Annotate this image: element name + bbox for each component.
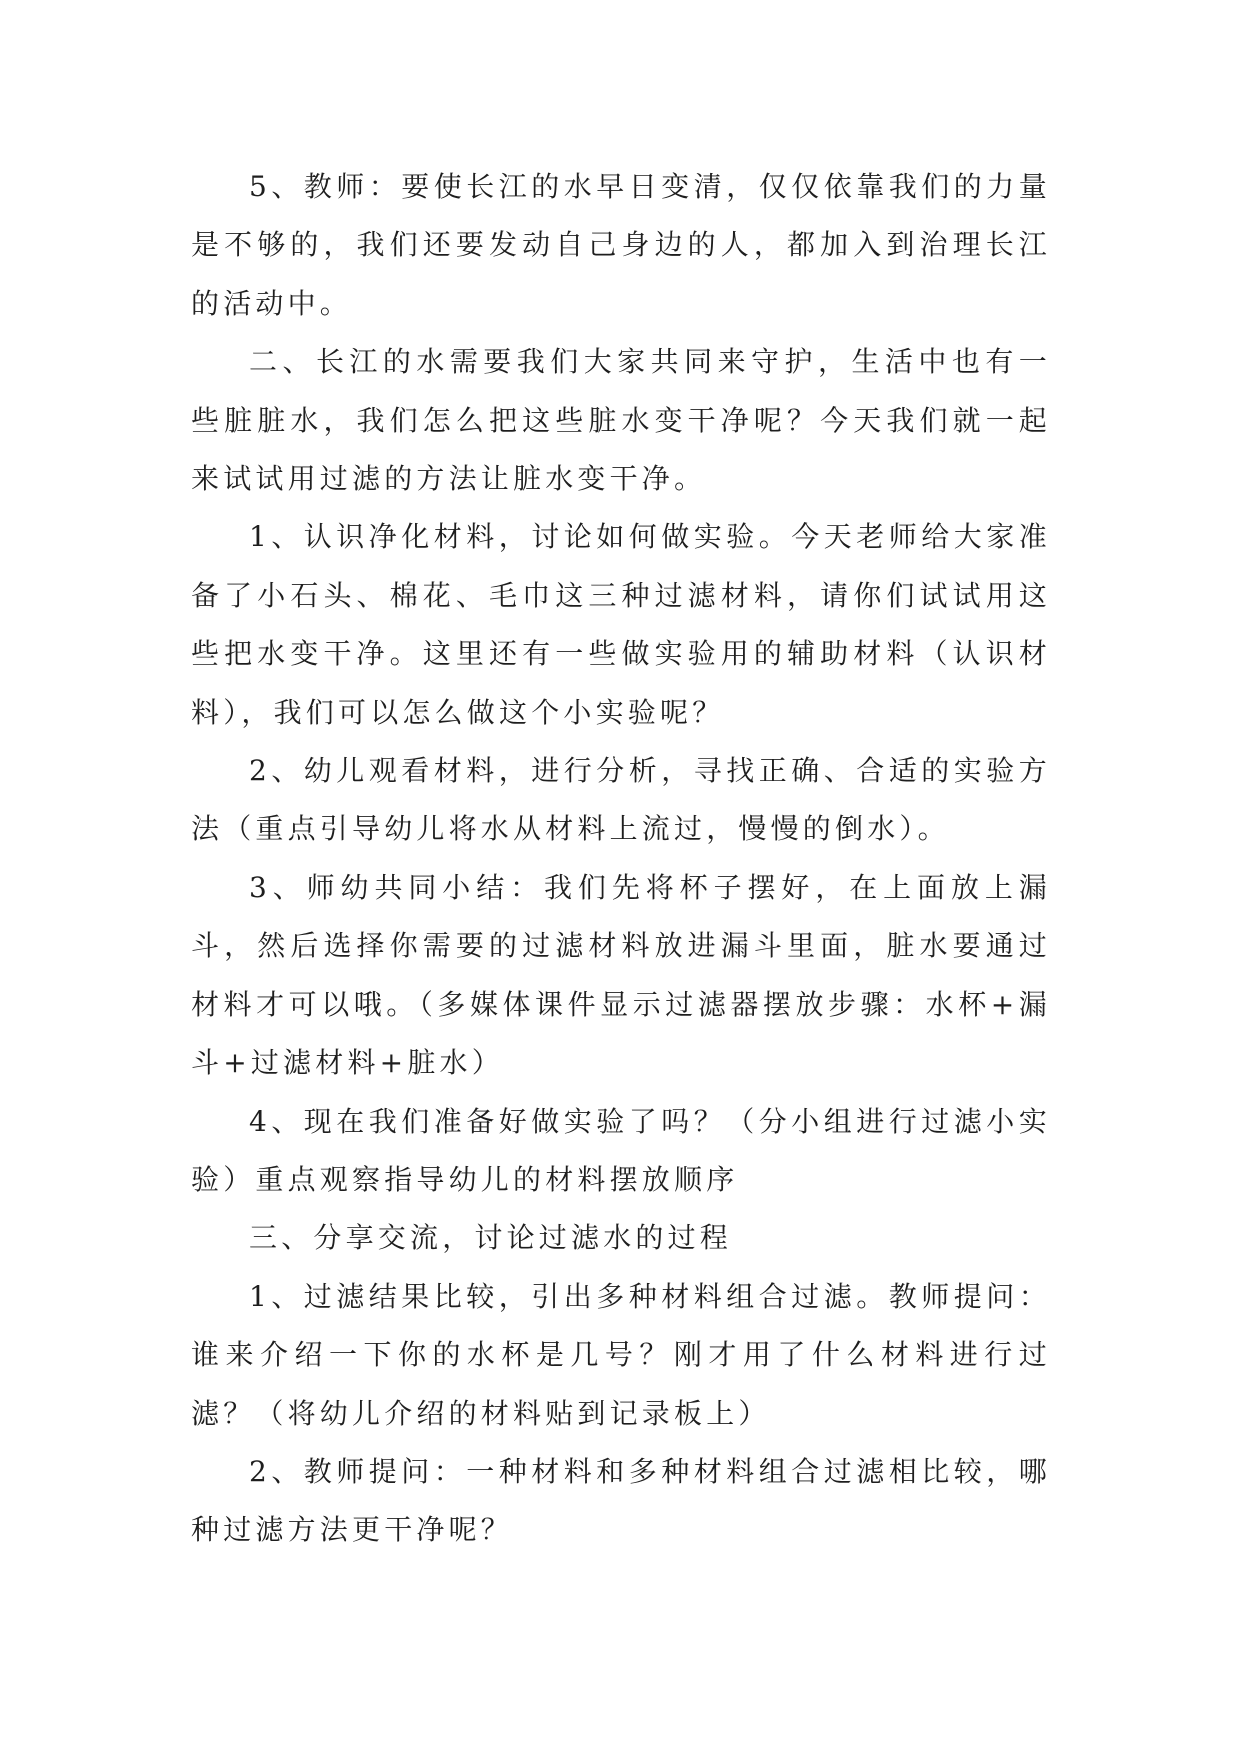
paragraph-step-three-summary: 3、师幼共同小结：我们先将杯子摆好，在上面放上漏斗，然后选择你需要的过滤材料放进漏斗里面，脏水要通过材料才可以哦。（多媒体课件显示过滤器摆放步骤：水杯+漏斗+过滤材料+脏水）	[191, 870, 1051, 1080]
document-body	[191, 158, 1051, 1560]
paragraph-result-comparison: 1、过滤结果比较，引出多种材料组合过滤。教师提问：谁来介绍一下你的水杯是几号？刚才用了什么材料进行过滤？（将幼儿介绍的材料贴到记录板上）	[191, 1279, 1051, 1430]
paragraph-teacher-question: 2、教师提问：一种材料和多种材料组合过滤相比较，哪种过滤方法更干净呢？	[191, 1454, 1051, 1547]
paragraph-teacher-summary: 5、教师：要使长江的水早日变清，仅仅依靠我们的力量是不够的，我们还要发动自己身边的人，都加入到治理长江的活动中。	[191, 170, 1051, 320]
paragraph-step-four-experiment: 4、现在我们准备好做实验了吗？（分小组进行过滤小实验）重点观察指导幼儿的材料摆放顺序	[191, 1104, 1051, 1196]
paragraph-section-two-intro: 二、长江的水需要我们大家共同来守护，生活中也有一些脏脏水，我们怎么把这些脏水变干净呢？今天我们就一起来试试用过滤的方法让脏水变干净。	[191, 345, 1051, 496]
paragraph-step-two-analysis: 2、幼儿观看材料，进行分析，寻找正确、合适的实验方法（重点引导幼儿将水从材料上流过，慢慢的倒水）。	[191, 754, 1051, 846]
paragraph-section-three-heading: 三、分享交流，讨论过滤水的过程	[249, 1221, 733, 1255]
paragraph-step-one-materials: 1、认识净化材料，讨论如何做实验。今天老师给大家准备了小石头、棉花、毛巾这三种过滤材料，请你们试试用这些把水变干净。这里还有一些做实验用的辅助材料（认识材料），我们可以怎么做这个小实验呢？	[191, 520, 1051, 729]
